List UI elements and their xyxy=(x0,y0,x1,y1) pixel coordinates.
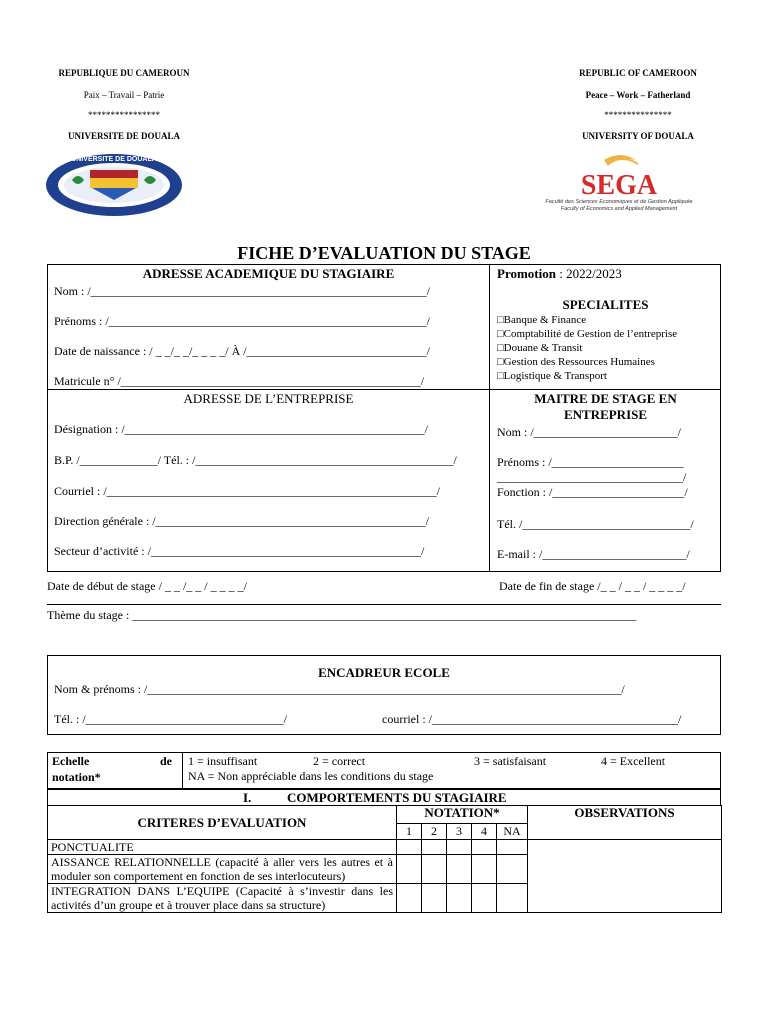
rating-cell[interactable] xyxy=(447,884,472,913)
notation-header: NOTATION* xyxy=(397,806,528,824)
notation-col-4: 4 xyxy=(472,824,497,840)
rating-cell[interactable] xyxy=(472,884,497,913)
sega-logo-text: SEGA xyxy=(580,170,658,201)
promotion-label: Promotion xyxy=(497,266,556,281)
stagiaire-prenoms-field[interactable]: Prénoms : /_____________________________________________________/ xyxy=(54,314,431,328)
table-row xyxy=(48,840,722,855)
header-university-fr: UNIVERSITE DE DOUALA xyxy=(67,131,181,141)
echelle-divider xyxy=(182,752,183,789)
university-seal-logo xyxy=(44,152,184,218)
rating-cell[interactable] xyxy=(472,840,497,855)
separator-line xyxy=(47,604,721,605)
promotion-value: : 2022/2023 xyxy=(555,266,622,281)
rating-cell[interactable] xyxy=(497,884,528,913)
maitre-nom-field[interactable]: Nom : /________________________/ xyxy=(497,425,682,439)
academic-heading: ADRESSE ACADEMIQUE DU STAGIAIRE xyxy=(142,266,395,281)
rating-cell[interactable] xyxy=(497,840,528,855)
header-country-en: REPUBLIC OF CAMEROON xyxy=(579,68,697,78)
notation-col-3: 3 xyxy=(447,824,472,840)
notation-col-na: NA xyxy=(497,824,528,840)
header-motto-fr: Paix – Travail – Patrie xyxy=(83,90,165,100)
specialites-heading: SPECIALITES xyxy=(562,297,649,312)
criteria-label: INTEGRATION DANS L’EQUIPE (Capacité à s’investir dans les activités d’un groupe et à trouver place dans sa structure) xyxy=(48,884,397,913)
header-country-fr: REPUBLIQUE DU CAMEROUN xyxy=(58,68,190,78)
maitre-email-field[interactable]: E-mail : /________________________/ xyxy=(497,547,690,561)
encadreur-nom-field[interactable]: Nom & prénoms : /_______________________________________________________________________________/ xyxy=(54,682,625,696)
rating-cell[interactable] xyxy=(422,855,447,884)
criteres-header: CRITERES D’EVALUATION xyxy=(48,806,397,840)
notation-col-2: 2 xyxy=(422,824,447,840)
date-debut-field[interactable]: Date de début de stage / _ _ /_ _ / _ _ _ _/ xyxy=(47,579,247,593)
header-motto-en: Peace – Work – Fatherland xyxy=(585,90,691,100)
criteria-label: AISSANCE RELATIONNELLE (capacité à aller vers les autres et à moduler son comportement en fonction de ses interlocuteurs) xyxy=(48,855,397,884)
header-stars-fr: **************** xyxy=(88,110,160,120)
date-fin-field[interactable]: Date de fin de stage /_ _ / _ _ / _ _ _ _/ xyxy=(499,579,686,593)
observations-header: OBSERVATIONS xyxy=(528,806,722,840)
maitre-prenoms-field[interactable]: Prénoms : /______________________ xyxy=(497,455,684,469)
rating-cell[interactable] xyxy=(422,840,447,855)
rating-cell[interactable] xyxy=(397,855,422,884)
echelle-label: Echelle xyxy=(52,754,90,768)
entreprise-secteur-field[interactable]: Secteur d’activité : /_____________________________________________/ xyxy=(54,544,425,558)
entreprise-direction-field[interactable]: Direction générale : /_____________________________________________/ xyxy=(54,514,429,528)
entreprise-designation-field[interactable]: Désignation : /__________________________________________________/ xyxy=(54,422,428,436)
criteria-label: PONCTUALITE xyxy=(48,840,397,855)
stagiaire-nom-field[interactable]: Nom : /________________________________________________________/ xyxy=(54,284,431,298)
encadreur-heading: ENCADREUR ECOLE xyxy=(318,665,450,680)
rating-cell[interactable] xyxy=(397,840,422,855)
rating-cell[interactable] xyxy=(447,855,472,884)
sega-logo-sub1: Faculté des Sciences Economiques et de Gestion Appliquée xyxy=(545,199,693,205)
echelle-note-4: 4 = Excellent xyxy=(601,754,666,768)
seal-text: UNIVERSITE DE DOUALA xyxy=(71,156,157,163)
promotion-line xyxy=(497,266,622,281)
stagiaire-naissance-field[interactable]: Date de naissance : / _ _/_ _/_ _ _ _/ À /______________________________/ xyxy=(54,344,430,358)
stagiaire-matricule-field[interactable]: Matricule n° /__________________________________________________/ xyxy=(54,374,425,388)
rating-cell[interactable] xyxy=(497,855,528,884)
specialite-douane-transit[interactable]: □Douane & Transit xyxy=(497,342,583,354)
specialite-comptabilite[interactable]: □Comptabilité de Gestion de l’entreprise xyxy=(497,328,678,340)
echelle-note-na: NA = Non appréciable dans les conditions du stage xyxy=(188,769,434,783)
rating-cell[interactable] xyxy=(422,884,447,913)
specialite-rh[interactable]: □Gestion des Ressources Humaines xyxy=(497,356,655,368)
specialite-banque-finance[interactable]: □Banque & Finance xyxy=(497,314,587,326)
echelle-label-2: notation* xyxy=(52,770,101,784)
echelle-label-de: de xyxy=(160,754,172,768)
entreprise-courriel-field[interactable]: Courriel : /_______________________________________________________/ xyxy=(54,484,440,498)
rating-cell[interactable] xyxy=(472,855,497,884)
maitre-heading-line1: MAITRE DE STAGE EN xyxy=(534,391,677,406)
section1-title: COMPORTEMENTS DU STAGIAIRE xyxy=(287,790,507,805)
maitre-fonction-field[interactable]: Fonction : /______________________/ xyxy=(497,485,688,499)
echelle-note-2: 2 = correct xyxy=(313,754,366,768)
rating-cell[interactable] xyxy=(447,840,472,855)
entreprise-bp-tel-field[interactable]: B.P. /_____________/ Tél. : /___________________________________________/ xyxy=(54,453,457,467)
specialite-logistique[interactable]: □Logistique & Transport xyxy=(497,370,607,382)
encadreur-courriel-field[interactable]: courriel : /_________________________________________/ xyxy=(382,712,682,726)
page-title: FICHE D’EVALUATION DU STAGE xyxy=(237,243,531,263)
header-stars-en: *************** xyxy=(604,110,672,120)
maitre-heading-line2: ENTREPRISE xyxy=(563,407,648,422)
sega-logo-sub2: Faculty of Economics and Applied Management xyxy=(560,206,678,212)
maitre-prenoms-field-cont[interactable]: _______________________________/ xyxy=(497,470,687,484)
rating-cell[interactable] xyxy=(397,884,422,913)
echelle-note-3: 3 = satisfaisant xyxy=(474,754,547,768)
faculty-sega-logo xyxy=(508,152,730,212)
theme-field[interactable]: Thème du stage : ____________________________________________________________________________________ xyxy=(47,608,637,622)
header-university-en: UNIVERSITY OF DOUALA xyxy=(582,131,694,141)
entreprise-heading: ADRESSE DE L’ENTREPRISE xyxy=(183,391,354,406)
encadreur-tel-field[interactable]: Tél. : /_________________________________/ xyxy=(54,712,287,726)
notation-col-1: 1 xyxy=(397,824,422,840)
section1-number: I. xyxy=(243,790,252,805)
maitre-tel-field[interactable]: Tél. /____________________________/ xyxy=(497,517,694,531)
echelle-note-1: 1 = insuffisant xyxy=(188,754,258,768)
observations-cell[interactable] xyxy=(528,840,722,913)
criteria-table xyxy=(47,805,722,913)
